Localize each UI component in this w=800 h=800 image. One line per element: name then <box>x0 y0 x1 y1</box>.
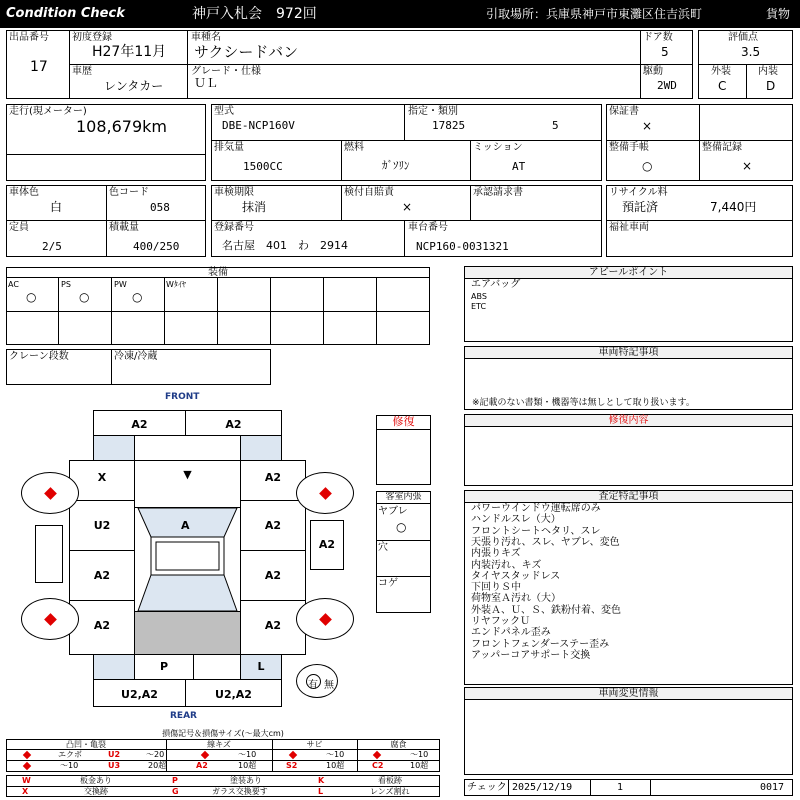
warranty-value: × <box>642 119 653 133</box>
mission-value: AT <box>512 160 526 173</box>
panel-fl-fender[interactable]: X <box>69 460 135 501</box>
capacity-value: 2/5 <box>42 240 62 253</box>
inspection-note-10: 外装Ａ、Ｕ、Ｓ、鉄粉付着、変色 <box>471 604 621 616</box>
cabin-title: 客室内張 <box>376 491 431 504</box>
inspection-notes-title: 査定特記事項 <box>465 491 792 503</box>
doors-value: 5 <box>661 45 669 59</box>
panel-bonnet[interactable] <box>134 435 241 461</box>
chassis-label: 車台番号 <box>408 222 448 233</box>
code-k-desc: 看板跡 <box>378 776 402 785</box>
legend-u3: U3 <box>108 761 121 770</box>
check-date: 2025/12/19 <box>512 782 573 793</box>
freezer-label: 冷凍/冷蔵 <box>114 351 158 362</box>
tire-rear-right[interactable] <box>296 598 354 640</box>
panel-hood-left[interactable]: A2 <box>93 410 186 436</box>
code-k: K <box>318 776 325 785</box>
inspection-note-5: 内張りキズ <box>471 548 521 560</box>
spare-yes: 有 <box>308 680 318 691</box>
code-g-desc: ガラス交換要す <box>212 787 268 796</box>
roof-code: A <box>181 519 190 532</box>
inspection-note-1: パワーウインドウ運転席のみ <box>471 503 601 514</box>
recycle-label: リサイクル料 <box>609 187 668 198</box>
equip-ac-label: AC <box>8 280 19 289</box>
history-value: レンタカー <box>104 79 164 93</box>
code-x-desc: 交換跡 <box>84 787 108 796</box>
recycle-status: 預託済 <box>622 200 659 214</box>
body-color-value: 白 <box>50 200 63 214</box>
inspection-value: 抹消 <box>242 200 267 214</box>
legend-group-rust: サビ <box>306 740 323 749</box>
maint-label: 整備記録 <box>702 142 742 153</box>
inspection-note-2: ハンドルスレ（大） <box>471 514 561 526</box>
inspection-note-14: アッパーコアサポート交換 <box>471 649 591 661</box>
panel-cargo-floor[interactable] <box>134 611 241 655</box>
manual-label: 整備手帳 <box>609 142 649 153</box>
liability-value: × <box>402 200 413 214</box>
legend-c2-size: 10超 <box>410 761 429 770</box>
code-x: X <box>22 787 29 796</box>
inspection-note-11: リヤフックＵ <box>471 616 531 627</box>
load-label: 積載量 <box>109 222 139 233</box>
color-code-value: 058 <box>150 201 170 214</box>
cabin-yabure-value: ○ <box>396 520 407 534</box>
special-notes-title: 車両特記事項 <box>465 347 792 359</box>
equip-ac-mark: ○ <box>26 290 37 304</box>
panel-front-glass[interactable]: ▼ <box>134 460 241 508</box>
spare-no: 無 <box>324 680 334 691</box>
drive-label: 駆動 <box>643 66 663 77</box>
panel-l-quarter[interactable]: A2 <box>69 600 135 655</box>
first-reg-label: 初度登録 <box>72 32 112 43</box>
equip-pw-label: PW <box>114 280 127 289</box>
panel-rear-corner-left[interactable] <box>93 654 135 680</box>
inspection-note-13: フロントフェンダーステー歪み <box>471 638 610 650</box>
approval-label: 承認請求書 <box>473 187 523 198</box>
front-label: FRONT <box>165 392 200 402</box>
legend-a2: A2 <box>196 761 208 770</box>
code-l-desc: レンズ割れ <box>370 787 410 796</box>
cabin-koge-label: コゲ <box>378 578 398 589</box>
legend-group-corrosion: 腐食 <box>390 740 407 749</box>
ext-value: C <box>718 79 727 93</box>
panel-l-rear-door[interactable]: A2 <box>69 550 135 601</box>
code-p: P <box>172 776 178 785</box>
fuel-value: ｶﾞｿﾘﾝ <box>382 159 410 172</box>
color-code-label: 色コード <box>109 187 149 198</box>
panel-r-side[interactable]: A2 <box>310 520 344 570</box>
equip-ps-label: PS <box>61 280 71 289</box>
legend-s2-size: 10超 <box>326 761 345 770</box>
lot-label: 出品番号 <box>9 32 49 43</box>
designation-value: 17825 <box>432 119 466 132</box>
panel-r-quarter[interactable]: A2 <box>240 600 306 655</box>
panel-front-corner-left[interactable] <box>93 435 135 461</box>
displacement-value: 1500CC <box>243 160 283 173</box>
model-name-label: 車種名 <box>191 32 221 43</box>
legend-u2: U2 <box>108 750 121 759</box>
panel-l-side[interactable] <box>35 525 63 583</box>
legend-group-scratch: 線キズ <box>207 740 231 749</box>
score-label: 評価点 <box>728 32 758 43</box>
legend-a2-big: 10超 <box>238 761 257 770</box>
liability-label: 検付自賠責 <box>344 187 394 198</box>
mission-label: ミッション <box>473 142 523 153</box>
type-label: 型式 <box>214 106 234 117</box>
panel-hood-right[interactable]: A2 <box>185 410 282 436</box>
tire-rear-left[interactable] <box>21 598 79 640</box>
warranty-label: 保証書 <box>609 106 639 117</box>
special-notes-text: ※記載のない書類・機器等は無しとして取り扱います。 <box>472 398 695 408</box>
panel-back-door[interactable]: P <box>134 654 194 680</box>
welfare-label: 福祉車両 <box>609 222 649 233</box>
code-w-desc: 板金あり <box>80 776 112 785</box>
mileage-value: 108,679km <box>76 117 168 136</box>
crane-label: クレーン段数 <box>9 351 69 362</box>
panel-rear-bumper-left[interactable]: U2,A2 <box>93 679 186 707</box>
repair-content-title: 修復内容 <box>465 415 792 427</box>
grade-value: ＵＬ <box>194 76 219 90</box>
inspection-note-4: 天張り汚れ、スレ、ヤブレ、変色 <box>471 536 620 548</box>
type-value: DBE-NCP160V <box>222 119 295 132</box>
inspection-note-3: フロントシートヘタリ、スレ <box>471 525 601 537</box>
pickup-location: 引取場所：兵庫県神戸市東灘区住吉浜町 <box>486 7 703 21</box>
panel-fr-fender[interactable]: A2 <box>240 460 306 501</box>
inspection-note-8: 下回りＳ中 <box>471 582 521 594</box>
designation-label: 指定・類別 <box>408 106 458 117</box>
rear-label: REAR <box>170 711 197 721</box>
panel-r-front-door[interactable]: A2 <box>240 500 306 551</box>
legend-group-dent: 凸凹・亀裂 <box>66 740 106 749</box>
code-w: W <box>22 776 31 785</box>
plate-value: 名古屋 401 わ 2914 <box>222 239 348 252</box>
legend-dent-label: エクボ <box>58 750 82 759</box>
cabin-yabure-label: ヤブレ <box>378 506 408 517</box>
grade-label: グレード・仕様 <box>191 66 261 77</box>
panel-r-rear-door[interactable]: A2 <box>240 550 306 601</box>
auction-title: 神戸入札会 972回 <box>192 6 317 22</box>
inspection-note-6: 内装汚れ、キズ <box>471 559 542 571</box>
check-number: 0017 <box>760 782 785 793</box>
code-p-desc: 塗装あり <box>230 776 262 785</box>
inspection-note-12: エンドパネル歪み <box>471 627 551 639</box>
legend-a2-size: 〜10 <box>238 750 257 759</box>
equipment-title: 装備 <box>6 267 430 278</box>
change-info-panel <box>464 687 793 775</box>
int-label: 内装 <box>758 66 778 77</box>
body-color-label: 車体色 <box>9 187 39 198</box>
panel-rear-bumper-right[interactable]: U2,A2 <box>185 679 282 707</box>
panel-front-corner-right[interactable] <box>240 435 282 461</box>
legend-c2: C2 <box>372 761 384 770</box>
equip-wtire-label: Wﾀｲﾔ <box>166 280 186 289</box>
score-value: 3.5 <box>741 45 761 59</box>
legend-c-size: 〜10 <box>410 750 429 759</box>
panel-l-front-door[interactable]: U2 <box>69 500 135 551</box>
code-l: L <box>318 787 324 796</box>
appeal-line-3: ETC <box>471 302 487 311</box>
change-info-title: 車両変更情報 <box>465 688 792 700</box>
model-name-value: サクシードバン <box>194 43 299 61</box>
load-value: 400/250 <box>133 240 180 253</box>
legend-title: 損傷記号＆損傷サイズ(〜最大cm) <box>162 729 284 738</box>
inspection-note-7: タイヤスタッドレス <box>471 570 561 582</box>
panel-rear-lamp-right[interactable]: L <box>240 654 282 680</box>
int-value: D <box>766 79 776 93</box>
appeal-line-1: エアバッグ <box>471 279 521 290</box>
appeal-line-2: ABS <box>471 292 487 301</box>
panel-back-door-right[interactable] <box>193 654 241 680</box>
appeal-title: アピールポイント <box>465 267 792 279</box>
legend-s-size: 〜10 <box>326 750 345 759</box>
inspection-note-9: 荷物室Ａ汚れ（大） <box>471 593 561 605</box>
lot-number: 17 <box>30 59 48 75</box>
tire-front-left[interactable] <box>21 472 79 514</box>
equip-pw-mark: ○ <box>132 290 143 304</box>
check-label: チェック <box>467 782 507 793</box>
repair-label: 修復 <box>376 415 431 430</box>
code-g: G <box>172 787 179 796</box>
ext-label: 外装 <box>711 66 731 77</box>
vehicle-category: 貨物 <box>766 7 791 21</box>
maint-value: × <box>742 159 753 173</box>
manual-value: ○ <box>642 159 653 173</box>
tire-front-right[interactable] <box>296 472 354 514</box>
history-label: 車歴 <box>72 66 92 77</box>
legend-u2-size: 〜20 <box>146 750 165 759</box>
mileage-label: 走行(現メーター) <box>9 106 87 117</box>
classification-value: 5 <box>552 119 559 132</box>
cabin-ana-label: 穴 <box>378 542 388 553</box>
capacity-label: 定員 <box>9 222 29 233</box>
legend-u3-size: 20超 <box>148 761 167 770</box>
header-bar <box>0 0 800 28</box>
chassis-value: NCP160-0031321 <box>416 240 509 253</box>
drive-value: 2WD <box>657 79 677 92</box>
first-reg-value: H27年11月 <box>92 44 167 60</box>
recycle-fee: 7,440円 <box>710 200 757 214</box>
legend-s2: S2 <box>286 761 298 770</box>
inspection-label: 車検期限 <box>214 187 254 198</box>
check-count: 1 <box>617 782 624 793</box>
legend-a-small: 〜10 <box>60 761 79 770</box>
doors-label: ドア数 <box>643 32 673 43</box>
plate-label: 登録番号 <box>214 222 254 233</box>
equip-ps-mark: ○ <box>79 290 90 304</box>
displacement-label: 排気量 <box>214 142 244 153</box>
logo-text: Condition Check <box>6 6 125 21</box>
fuel-label: 燃料 <box>344 142 364 153</box>
